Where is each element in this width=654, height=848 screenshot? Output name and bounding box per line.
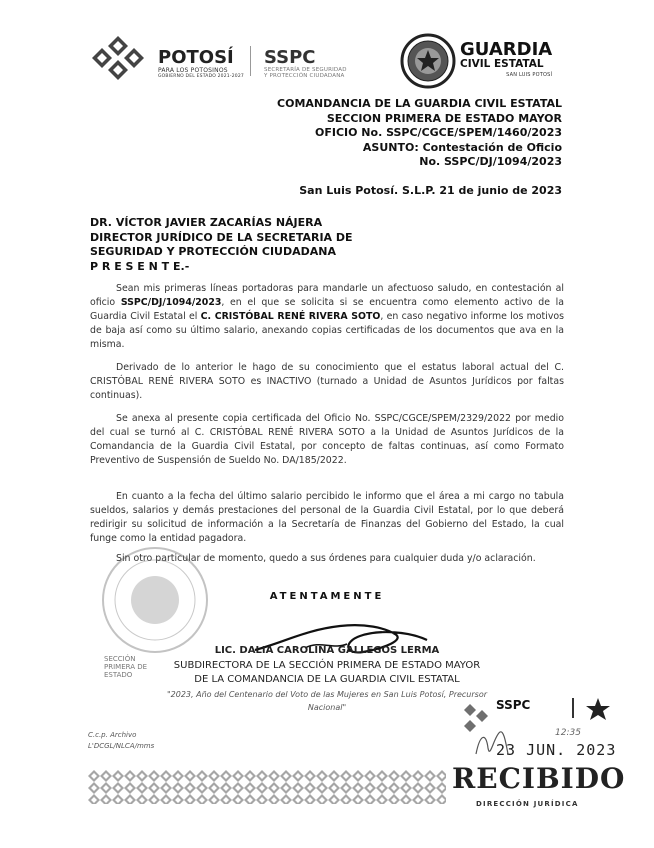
p1-text-a: Sean mis primeras líneas portadoras para mandarle un afectuoso saludo, en contestación al oficio (90, 283, 564, 308)
stamp-guardia-icon (584, 696, 612, 724)
p3-text: Se anexa al presente copia certificada del Oficio No. SSPC/CGCE/SPEM/2329/2022 por medio del cual se turnó al C. CRISTÓBAL RENÉ RIVERA SOTO a la Unidad de Asuntos Jurídicos de la Comandancia de la Guardia Civil Estatal, por concepto de faltas continuas, así como Formato Preventivo de Suspensión de Sueldo No. DA/185/2022. (90, 413, 564, 466)
signatory-title-1: SUBDIRECTORA DE LA SECCIÓN PRIMERA DE ESTADO MAYOR (173, 660, 481, 671)
sspc-line1: SECRETARÍA DE SEGURIDAD (264, 67, 347, 73)
addressee (90, 216, 353, 274)
sspc-name: SSPC (264, 47, 316, 68)
motto-line-2: Nacional" (307, 703, 347, 712)
addressee-line-2: DIRECTOR JURÍDICO DE LA SECRETARIA DE (90, 230, 353, 244)
document-heading (277, 97, 562, 170)
stamp-date: 23 JUN. 2023 (496, 741, 617, 759)
heading-line-2: SECCION PRIMERA DE ESTADO MAYOR (326, 111, 562, 125)
paragraph-2 (90, 361, 564, 403)
potosi-emblem (88, 34, 148, 82)
stamp-department: DIRECCIÓN JURÍDICA (476, 800, 579, 808)
stamp-divider (572, 698, 574, 718)
stamp-time: 12:35 (555, 728, 581, 738)
p1-text-e: , en caso negativo informe los motivos de baja así como su último salario, anexando copias certificadas de los documentos que ava en la misma. (90, 311, 564, 350)
sspc-brand (264, 49, 347, 79)
stamp-org: SSPC (496, 698, 531, 712)
signatory-name: LIC. DALIA CAROLINA GALLEGOS LERMA (214, 645, 440, 656)
atentamente: ATENTAMENTE (269, 591, 385, 602)
heading-line-1: COMANDANCIA DE LA GUARDIA CIVIL ESTATAL (277, 97, 562, 110)
potosi-line2: GOBIERNO DEL ESTADO 2021-2027 (158, 74, 244, 79)
guardia-emblem (400, 33, 456, 89)
paragraph-1 (90, 282, 564, 352)
paragraph-3 (90, 412, 564, 468)
paragraph-4 (90, 490, 564, 546)
guardia-brand (460, 41, 552, 78)
motto-line-1: "2023, Año del Centenario del Voto de las Mujeres en San Luis Potosí, Precursor (166, 690, 488, 699)
guardia-name: GUARDIA (460, 39, 553, 60)
seal-text: SECCIÓN PRIMERA DE ESTADO (104, 655, 148, 679)
document-date: San Luis Potosí. S.L.P. 21 de junio de 2023 (299, 184, 562, 197)
p1-person-name: C. CRISTÓBAL RENÉ RIVERA SOTO (200, 311, 381, 322)
stamp-initials (472, 724, 512, 764)
potosi-brand (158, 49, 244, 79)
header-divider (250, 46, 251, 76)
sspc-line2: Y PROTECCIÓN CIUDADANA (264, 73, 345, 79)
potosi-name: POTOSÍ (158, 47, 234, 68)
footer-pattern (88, 770, 446, 804)
stamp-recibido: RECIBIDO (452, 762, 626, 795)
p1-oficio-ref: SSPC/DJ/1094/2023 (120, 297, 222, 308)
reference-initials: L'DCGL/NLCA/mms (88, 742, 155, 750)
signatory-title-2: DE LA COMANDANCIA DE LA GUARDIA CIVIL ESTATAL (194, 674, 460, 685)
addressee-line-1: DR. VÍCTOR JAVIER ZACARÍAS NÁJERA (90, 216, 323, 229)
addressee-line-3: SEGURIDAD Y PROTECCIÓN CIUDADANA (90, 245, 336, 258)
heading-line-4: ASUNTO: Contestación de Oficio (362, 140, 562, 154)
ccp-archive: C.c.p. Archivo (88, 731, 137, 739)
p1-text-c: , en el que se solicita si se encuentra como elemento activo de la Guardia Civil Estatal el (90, 297, 564, 322)
guardia-place: SAN LUIS POTOSÍ (506, 72, 553, 78)
guardia-sub: CIVIL ESTATAL (460, 58, 544, 70)
p2-text: Derivado de lo anterior le hago de su conocimiento que el estatus laboral actual del C. CRISTÓBAL RENÉ RIVERA SOTO es INACTIVO (turnado a Unidad de Asuntos Jurídicos por faltas continuas). (90, 362, 564, 401)
p4-text: En cuanto a la fecha del último salario percibido le informo que el área a mi cargo no tabula sueldos, salarios y demás prestaciones del personal de la Guardia Civil Estatal, por lo que deberá redirigir su solicitud de información a la Secretaría de Finanzas del Gobierno del Estado, la cual funge como la entidad pagadora. (90, 491, 564, 544)
p5-text: Sin otro particular de momento, quedo a sus órdenes para cualquier duda y/o aclaración. (116, 553, 536, 564)
heading-line-3: OFICIO No. SSPC/CGCE/SPEM/1460/2023 (315, 126, 562, 139)
potosi-line1: PARA LOS POTOSINOS (158, 67, 228, 74)
addressee-line-4: P R E S E N T E.- (90, 259, 190, 273)
heading-line-5: No. SSPC/DJ/1094/2023 (419, 155, 562, 168)
